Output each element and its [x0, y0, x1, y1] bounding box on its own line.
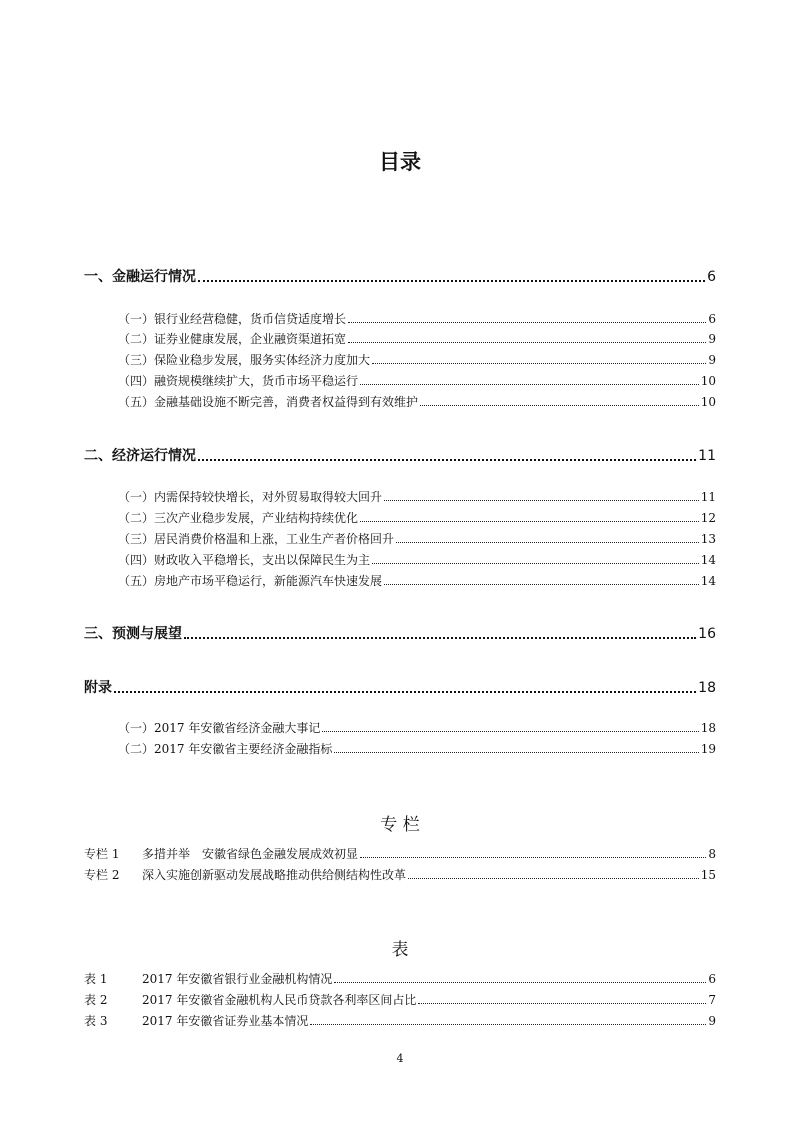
dot-leader — [360, 384, 699, 385]
toc-entry-label: （三）保险业稳步发展，服务实体经济力度加大 — [118, 353, 371, 367]
dot-leader — [360, 521, 699, 522]
dot-leader — [198, 459, 696, 461]
toc-page-number: 6 — [708, 312, 716, 326]
table-entry-text-wrap — [84, 1012, 308, 1029]
toc-entry[interactable] — [118, 740, 716, 757]
toc-entry[interactable] — [118, 310, 716, 327]
table-label: 表 1 — [84, 972, 108, 986]
column-page-number: 15 — [700, 868, 716, 882]
toc-section-finance[interactable] — [84, 266, 716, 286]
toc-entry-label: （五）金融基础设施不断完善，消费者权益得到有效维护 — [118, 395, 419, 409]
dot-leader — [310, 1024, 706, 1025]
column-entry-text-wrap — [84, 845, 358, 862]
toc-page-number: 11 — [700, 490, 716, 504]
toc-page-number: 10 — [700, 374, 716, 388]
columns-heading: 专 栏 — [380, 815, 420, 835]
table-entry[interactable] — [84, 970, 716, 987]
toc-entry-label: （二）证券业健康发展，企业融资渠道拓宽 — [118, 332, 347, 346]
toc-entry-label: （五）房地产市场平稳运行，新能源汽车快速发展 — [118, 574, 383, 588]
column-label: 专栏 2 — [84, 868, 120, 882]
toc-entry[interactable] — [118, 509, 716, 526]
column-entry[interactable] — [84, 845, 716, 862]
dot-leader — [408, 878, 699, 879]
dot-leader — [372, 563, 699, 564]
dot-leader — [114, 691, 696, 693]
column-entry[interactable] — [84, 866, 716, 883]
table-title: 2017 年安徽省银行业金融机构情况 — [142, 972, 333, 986]
toc-entry-label: （二）2017 年安徽省主要经济金融指标 — [118, 742, 333, 756]
toc-section-label: 三、预测与展望 — [84, 626, 182, 642]
table-page-number: 7 — [708, 993, 716, 1007]
page-title: 目录 — [379, 150, 421, 174]
toc-page-number: 14 — [700, 574, 716, 588]
table-label: 表 3 — [84, 1014, 108, 1028]
column-page-number: 8 — [708, 847, 716, 861]
toc-page-number: 11 — [698, 448, 716, 464]
toc-entry[interactable] — [118, 488, 716, 505]
toc-entry-label: （四）融资规模继续扩大，货币市场平稳运行 — [118, 374, 359, 388]
tables-heading: 表 — [391, 940, 409, 960]
page-number: 4 — [396, 1052, 404, 1065]
toc-entry-label: （二）三次产业稳步发展，产业结构持续优化 — [118, 511, 359, 525]
toc-entry-label: （三）居民消费价格温和上涨，工业生产者价格回升 — [118, 532, 395, 546]
column-title: 深入实施创新驱动发展战略推动供给侧结构性改革 — [142, 868, 407, 882]
toc-entry[interactable] — [118, 393, 716, 410]
toc-entry-label: （一）2017 年安徽省经济金融大事记 — [118, 721, 321, 735]
toc-page-number: 14 — [700, 553, 716, 567]
dot-leader — [348, 322, 706, 323]
toc-entry[interactable] — [118, 719, 716, 736]
toc-page-number: 10 — [700, 395, 716, 409]
table-title: 2017 年安徽省证券业基本情况 — [142, 1014, 309, 1028]
column-title: 多措并举 安徽省绿色金融发展成效初显 — [142, 847, 359, 861]
toc-page-number: 16 — [698, 626, 716, 642]
table-page-number: 9 — [708, 1014, 716, 1028]
toc-page-number: 9 — [708, 332, 716, 346]
toc-entry[interactable] — [118, 351, 716, 368]
toc-page-number: 6 — [707, 269, 716, 285]
toc-page-number: 19 — [700, 742, 716, 756]
dot-leader — [334, 752, 698, 753]
toc-section-label: 二、经济运行情况 — [84, 448, 196, 464]
toc-page-number: 9 — [708, 353, 716, 367]
dot-leader — [420, 405, 699, 406]
toc-section-label: 附录 — [84, 680, 112, 696]
dot-leader — [360, 857, 706, 858]
table-label: 表 2 — [84, 993, 108, 1007]
toc-entry-label: （一）内需保持较快增长，对外贸易取得较大回升 — [118, 490, 383, 504]
toc-page-number: 18 — [700, 721, 716, 735]
dot-leader — [198, 280, 705, 282]
toc-section-outlook[interactable] — [84, 623, 716, 643]
toc-section-economy[interactable] — [84, 445, 716, 465]
column-entry-text-wrap — [84, 866, 406, 883]
dot-leader — [372, 363, 706, 364]
toc-entry[interactable] — [118, 551, 716, 568]
dot-leader — [418, 1003, 706, 1004]
toc-entry[interactable] — [118, 330, 716, 347]
toc-page-number: 13 — [700, 532, 716, 546]
table-entry[interactable] — [84, 1012, 716, 1029]
toc-section-label: 一、金融运行情况 — [84, 269, 196, 285]
dot-leader — [184, 637, 696, 639]
table-entry-text-wrap — [84, 970, 332, 987]
toc-page-number: 18 — [698, 680, 716, 696]
dot-leader — [334, 982, 706, 983]
toc-entry[interactable] — [118, 530, 716, 547]
toc-entry-label: （四）财政收入平稳增长，支出以保障民生为主 — [118, 553, 371, 567]
dot-leader — [322, 731, 698, 732]
column-label: 专栏 1 — [84, 847, 120, 861]
table-title: 2017 年安徽省金融机构人民币贷款各利率区间占比 — [142, 993, 417, 1007]
table-entry[interactable] — [84, 991, 716, 1008]
dot-leader — [348, 342, 706, 343]
dot-leader — [384, 500, 699, 501]
dot-leader — [384, 584, 699, 585]
toc-entry[interactable] — [118, 372, 716, 389]
toc-page-number: 12 — [700, 511, 716, 525]
toc-entry-label: （一）银行业经营稳健，货币信贷适度增长 — [118, 312, 347, 326]
toc-section-appendix[interactable] — [84, 677, 716, 697]
dot-leader — [396, 542, 699, 543]
table-page-number: 6 — [708, 972, 716, 986]
toc-entry[interactable] — [118, 572, 716, 589]
table-entry-text-wrap — [84, 991, 416, 1008]
